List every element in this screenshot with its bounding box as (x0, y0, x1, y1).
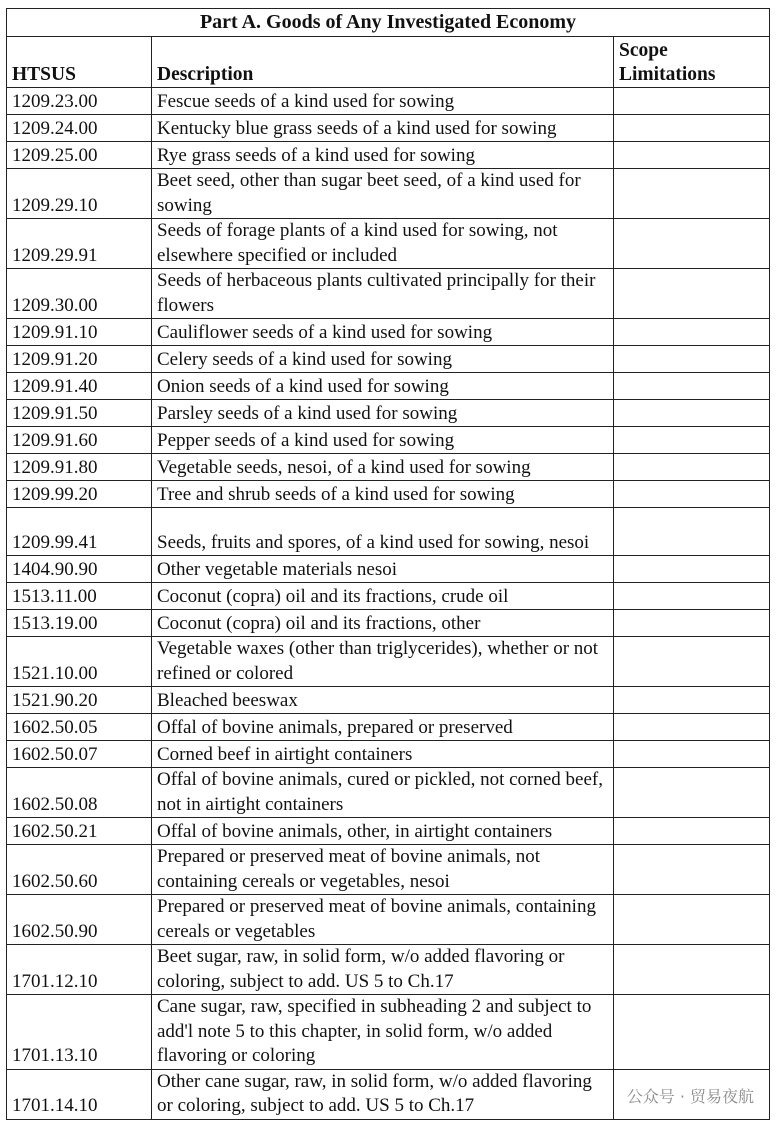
scope-limitations-cell (614, 845, 770, 895)
htsus-code-cell: 1602.50.21 (7, 818, 152, 845)
description-cell: Prepared or preserved meat of bovine animals, containing cereals or vegetables (152, 895, 614, 945)
description-cell: Offal of bovine animals, cured or pickled, not corned beef, not in airtight containers (152, 768, 614, 818)
htsus-code-cell: 1209.91.50 (7, 400, 152, 427)
table-title: Part A. Goods of Any Investigated Economy (7, 9, 770, 37)
description-cell: Cauliflower seeds of a kind used for sowing (152, 319, 614, 346)
htsus-code-cell: 1602.50.07 (7, 741, 152, 768)
description-cell: Bleached beeswax (152, 687, 614, 714)
htsus-code-cell: 1209.91.10 (7, 319, 152, 346)
table-row (7, 995, 770, 1070)
scope-limitations-cell (614, 88, 770, 115)
description-cell: Seeds of herbaceous plants cultivated principally for their flowers (152, 269, 614, 319)
htsus-table (6, 8, 770, 1120)
table-row (7, 169, 770, 219)
htsus-code-cell: 1209.30.00 (7, 269, 152, 319)
table-row (7, 508, 770, 556)
scope-limitations-cell (614, 427, 770, 454)
scope-limitations-cell (614, 142, 770, 169)
htsus-code-cell: 1209.29.10 (7, 169, 152, 219)
scope-limitations-cell (614, 508, 770, 556)
header-description: Description (152, 37, 614, 88)
scope-limitations-cell (614, 115, 770, 142)
htsus-code-cell: 1602.50.05 (7, 714, 152, 741)
htsus-code-cell: 1209.91.60 (7, 427, 152, 454)
htsus-code-cell: 1209.91.20 (7, 346, 152, 373)
htsus-code-cell: 1209.29.91 (7, 219, 152, 269)
htsus-code-cell: 1602.50.60 (7, 845, 152, 895)
scope-limitations-cell (614, 818, 770, 845)
watermark-text: 公众号 · 贸易夜航 (626, 1087, 754, 1106)
header-scope-limitations: Scope Limitations (614, 37, 770, 88)
description-cell: Onion seeds of a kind used for sowing (152, 373, 614, 400)
description-cell: Corned beef in airtight containers (152, 741, 614, 768)
description-cell: Coconut (copra) oil and its fractions, other (152, 610, 614, 637)
scope-limitations-cell (614, 400, 770, 427)
table-row (7, 945, 770, 995)
scope-limitations-cell (614, 741, 770, 768)
htsus-code-cell: 1513.11.00 (7, 583, 152, 610)
scope-limitations-cell (614, 481, 770, 508)
document-table-container (6, 8, 769, 1120)
description-cell: Celery seeds of a kind used for sowing (152, 346, 614, 373)
table-row (7, 454, 770, 481)
scope-limitations-cell (614, 373, 770, 400)
htsus-code-cell: 1521.10.00 (7, 637, 152, 687)
scope-limitations-cell (614, 269, 770, 319)
description-cell: Seeds of forage plants of a kind used for sowing, not elsewhere specified or included (152, 219, 614, 269)
htsus-code-cell: 1701.12.10 (7, 945, 152, 995)
description-cell: Prepared or preserved meat of bovine animals, not containing cereals or vegetables, nesoi (152, 845, 614, 895)
description-cell: Rye grass seeds of a kind used for sowing (152, 142, 614, 169)
table-row (7, 319, 770, 346)
htsus-code-cell: 1209.91.40 (7, 373, 152, 400)
description-cell: Beet sugar, raw, in solid form, w/o added flavoring or coloring, subject to add. US 5 to Ch.17 (152, 945, 614, 995)
scope-limitations-cell (614, 687, 770, 714)
description-cell: Beet seed, other than sugar beet seed, of a kind used for sowing (152, 169, 614, 219)
scope-limitations-cell (614, 995, 770, 1070)
scope-limitations-cell (614, 945, 770, 995)
htsus-code-cell: 1602.50.90 (7, 895, 152, 945)
table-row (7, 818, 770, 845)
description-cell: Fescue seeds of a kind used for sowing (152, 88, 614, 115)
table-body (7, 88, 770, 1120)
description-cell: Cane sugar, raw, specified in subheading 2 and subject to add'l note 5 to this chapter, in solid form, w/o added flavoring or coloring (152, 995, 614, 1070)
table-row (7, 845, 770, 895)
table-row (7, 768, 770, 818)
table-row (7, 895, 770, 945)
htsus-code-cell: 1404.90.90 (7, 556, 152, 583)
table-row (7, 142, 770, 169)
description-cell: Offal of bovine animals, other, in airtight containers (152, 818, 614, 845)
table-row (7, 610, 770, 637)
table-row (7, 115, 770, 142)
scope-limitations-cell (614, 768, 770, 818)
description-cell: Other cane sugar, raw, in solid form, w/o added flavoring or coloring, subject to add. US 5 to Ch.17 (152, 1069, 614, 1119)
table-row (7, 741, 770, 768)
htsus-code-cell: 1701.13.10 (7, 995, 152, 1070)
table-row (7, 637, 770, 687)
table-row (7, 219, 770, 269)
scope-limitations-cell (614, 637, 770, 687)
htsus-code-cell: 1513.19.00 (7, 610, 152, 637)
header-htsus: HTSUS (7, 37, 152, 88)
table-row (7, 400, 770, 427)
htsus-code-cell: 1521.90.20 (7, 687, 152, 714)
description-cell: Vegetable waxes (other than triglycerides), whether or not refined or colored (152, 637, 614, 687)
scope-limitations-cell (614, 454, 770, 481)
htsus-code-cell: 1209.25.00 (7, 142, 152, 169)
description-cell: Kentucky blue grass seeds of a kind used for sowing (152, 115, 614, 142)
table-row (7, 373, 770, 400)
htsus-code-cell: 1209.99.41 (7, 508, 152, 556)
description-cell: Parsley seeds of a kind used for sowing (152, 400, 614, 427)
scope-limitations-cell (614, 556, 770, 583)
table-row (7, 556, 770, 583)
description-cell: Tree and shrub seeds of a kind used for sowing (152, 481, 614, 508)
scope-limitations-cell (614, 895, 770, 945)
htsus-code-cell: 1209.24.00 (7, 115, 152, 142)
table-row (7, 714, 770, 741)
table-row (7, 481, 770, 508)
table-row (7, 427, 770, 454)
scope-limitations-cell (614, 583, 770, 610)
htsus-code-cell: 1209.23.00 (7, 88, 152, 115)
table-row (7, 583, 770, 610)
htsus-code-cell: 1701.14.10 (7, 1069, 152, 1119)
table-row (7, 687, 770, 714)
htsus-code-cell: 1209.99.20 (7, 481, 152, 508)
description-cell: Offal of bovine animals, prepared or preserved (152, 714, 614, 741)
scope-limitations-cell (614, 219, 770, 269)
description-cell: Seeds, fruits and spores, of a kind used for sowing, nesoi (152, 508, 614, 556)
table-row (7, 269, 770, 319)
header-row (7, 37, 770, 88)
scope-limitations-cell (614, 714, 770, 741)
description-cell: Pepper seeds of a kind used for sowing (152, 427, 614, 454)
htsus-code-cell: 1209.91.80 (7, 454, 152, 481)
description-cell: Other vegetable materials nesoi (152, 556, 614, 583)
scope-limitations-cell (614, 346, 770, 373)
description-cell: Vegetable seeds, nesoi, of a kind used for sowing (152, 454, 614, 481)
scope-limitations-cell (614, 319, 770, 346)
table-row (7, 346, 770, 373)
scope-limitations-cell (614, 610, 770, 637)
description-cell: Coconut (copra) oil and its fractions, crude oil (152, 583, 614, 610)
scope-limitations-cell (614, 169, 770, 219)
htsus-code-cell: 1602.50.08 (7, 768, 152, 818)
table-row (7, 88, 770, 115)
